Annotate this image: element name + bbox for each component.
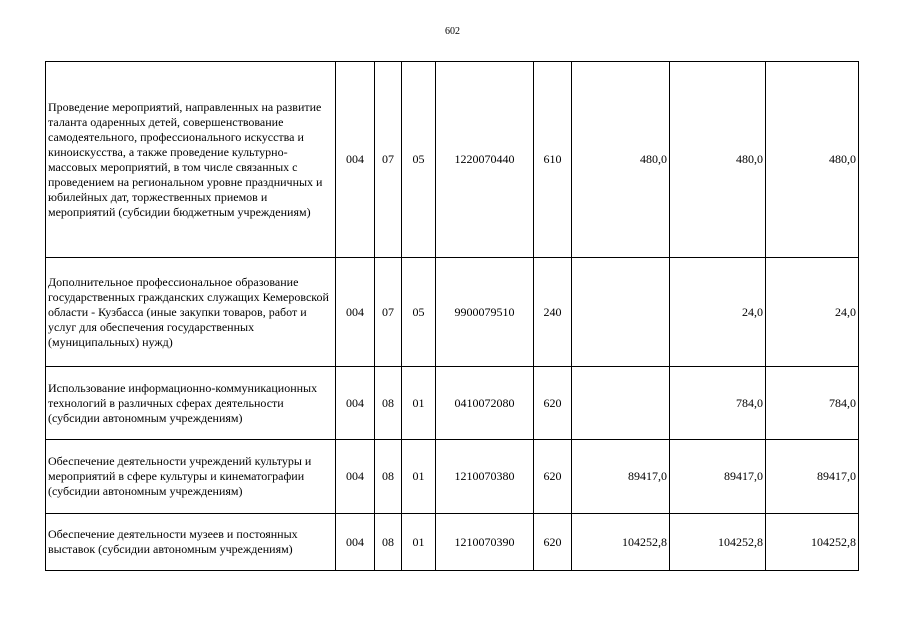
subsection-code: 01 [402, 367, 436, 440]
ministry-code: 004 [336, 62, 375, 258]
amount-year-1: 104252,8 [572, 514, 670, 571]
section-code: 08 [375, 440, 402, 514]
row-description: Обеспечение деятельности учреждений культуры и мероприятий в сфере культуры и кинематографии (субсидии автономным учреждениям) [46, 440, 336, 514]
amount-year-3: 784,0 [766, 367, 859, 440]
section-code: 07 [375, 62, 402, 258]
amount-year-1: 89417,0 [572, 440, 670, 514]
ministry-code: 004 [336, 258, 375, 367]
section-code: 08 [375, 514, 402, 571]
budget-table [45, 61, 859, 571]
expense-type-code: 620 [534, 440, 572, 514]
ministry-code: 004 [336, 514, 375, 571]
target-article-code: 9900079510 [436, 258, 534, 367]
row-description: Использование информационно-коммуникационных технологий в различных сферах деятельности (субсидии автономным учреждениям) [46, 367, 336, 440]
amount-year-1 [572, 258, 670, 367]
amount-year-1: 480,0 [572, 62, 670, 258]
ministry-code: 004 [336, 367, 375, 440]
table-row [46, 62, 859, 258]
amount-year-1 [572, 367, 670, 440]
table-row [46, 258, 859, 367]
amount-year-3: 480,0 [766, 62, 859, 258]
amount-year-3: 89417,0 [766, 440, 859, 514]
subsection-code: 05 [402, 62, 436, 258]
amount-year-2: 784,0 [670, 367, 766, 440]
section-code: 07 [375, 258, 402, 367]
subsection-code: 01 [402, 440, 436, 514]
amount-year-2: 104252,8 [670, 514, 766, 571]
expense-type-code: 610 [534, 62, 572, 258]
subsection-code: 05 [402, 258, 436, 367]
table-row [46, 440, 859, 514]
amount-year-3: 104252,8 [766, 514, 859, 571]
expense-type-code: 240 [534, 258, 572, 367]
target-article-code: 1210070380 [436, 440, 534, 514]
row-description: Проведение мероприятий, направленных на развитие таланта одаренных детей, совершенствование самодеятельного, профессионального искусства и киноискусства, а также проведение культурно-массовых мероприятий, в том числе связанных с проведением на региональном уровне праздничных и юбилейных дат, торжественных приемов и мероприятий (субсидии бюджетным учреждениям) [46, 62, 336, 258]
subsection-code: 01 [402, 514, 436, 571]
expense-type-code: 620 [534, 514, 572, 571]
row-description: Обеспечение деятельности музеев и постоянных выставок (субсидии автономным учреждениям) [46, 514, 336, 571]
table-row [46, 367, 859, 440]
target-article-code: 1210070390 [436, 514, 534, 571]
ministry-code: 004 [336, 440, 375, 514]
table-row [46, 514, 859, 571]
expense-type-code: 620 [534, 367, 572, 440]
amount-year-2: 24,0 [670, 258, 766, 367]
amount-year-3: 24,0 [766, 258, 859, 367]
page-number: 602 [445, 26, 460, 37]
amount-year-2: 480,0 [670, 62, 766, 258]
amount-year-2: 89417,0 [670, 440, 766, 514]
section-code: 08 [375, 367, 402, 440]
target-article-code: 1220070440 [436, 62, 534, 258]
row-description: Дополнительное профессиональное образование государственных гражданских служащих Кемеровской области - Кузбасса (иные закупки товаров, работ и услуг для обеспечения государственных (муниципальных) нужд) [46, 258, 336, 367]
target-article-code: 0410072080 [436, 367, 534, 440]
